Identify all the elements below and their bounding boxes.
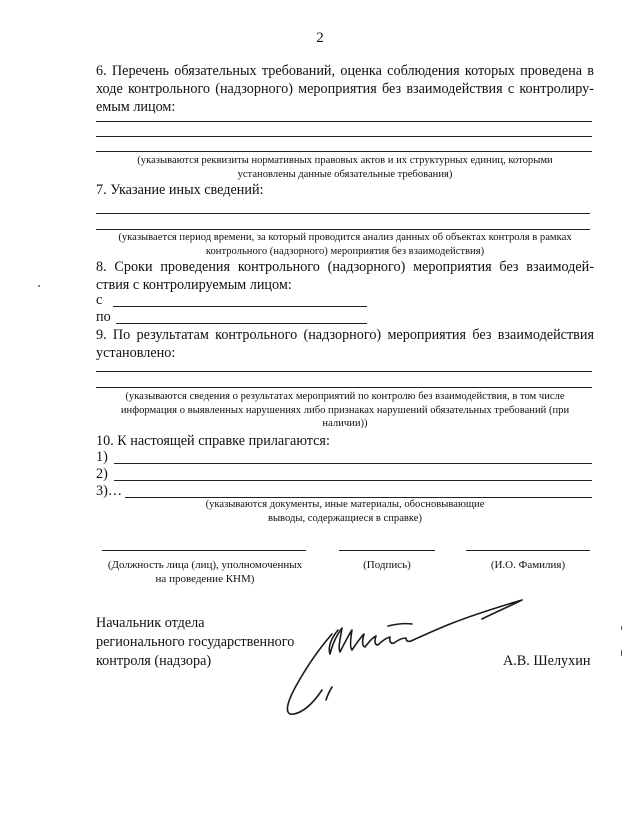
signer-title-line-3: контроля (надзора) (96, 653, 212, 669)
attachment-item-3-label: 3)… (96, 483, 123, 499)
attachment-item-2-label: 2) (96, 466, 108, 482)
position-note: (Должность лица (лиц), уполномоченных на проведение КНМ) (107, 559, 303, 585)
section-10-text: 10. К настоящей справке прилагаются: (96, 433, 330, 449)
section-9-note: (указываются сведения о результатах мероприятий по контролю без взаимодействия, в том числе информация о выявленных нарушениях либо признаках нарушений обязательных требований (при наличии)) (120, 391, 570, 429)
section-6-note: (указываются реквизиты нормативных правовых актов и их структурных единиц, которыми установлены данные обязательные требования) (137, 155, 553, 180)
section-8-text: 8. Сроки проведения контрольного (надзорного) мероприятия без взаимодей-ствия с контролируемым лицом: (96, 259, 594, 293)
section-6-blank-line (96, 121, 592, 122)
date-from-label: с (96, 292, 103, 308)
section-7-note: (указывается период времени, за который проводится анализ данных об объектах контроля в рамках контрольного (надзорного) мероприятия без взаимодействия) (118, 232, 572, 257)
signer-title-line-2: регионального государственного (96, 634, 295, 650)
signature-line (339, 550, 435, 551)
attachment-item-1-line (114, 463, 592, 464)
position-line (102, 550, 306, 551)
handwritten-signature (270, 590, 570, 730)
section-6-text: 6. Перечень обязательных требований, оценка соблюдения которых проведена в ходе контрольного (надзорного) мероприятия без взаимодействия с контролиру-емым лицом: (96, 63, 594, 115)
section-9-text: 9. По результатам контрольного (надзорного) мероприятия без взаимодействия установлено: (96, 327, 594, 361)
section-10-note: (указываются документы, иные материалы, обосновывающие выводы, содержащиеся в справке) (205, 499, 485, 524)
scan-speck (621, 626, 622, 630)
section-7-text: 7. Указание иных сведений: (96, 182, 264, 198)
date-from-line (113, 306, 367, 307)
signer-name: А.В. Шелухин (503, 653, 591, 669)
name-line (466, 550, 590, 551)
signer-title-line-1: Начальник отдела (96, 615, 205, 631)
scan-speck (621, 650, 622, 656)
attachment-item-1-label: 1) (96, 449, 108, 465)
page-number: 2 (316, 30, 324, 46)
section-7-blank-line (96, 229, 590, 230)
date-to-label: по (96, 309, 111, 325)
section-9-blank-line (96, 371, 592, 372)
name-note: (И.О. Фамилия) (490, 559, 566, 571)
section-6-blank-line (96, 151, 592, 152)
attachment-item-2-line (114, 480, 592, 481)
section-9-blank-line (96, 387, 592, 388)
section-7-blank-line (96, 213, 590, 214)
scan-speck (38, 285, 40, 287)
date-to-line (116, 323, 367, 324)
section-6-blank-line (96, 136, 592, 137)
signature-note: (Подпись) (363, 559, 411, 571)
